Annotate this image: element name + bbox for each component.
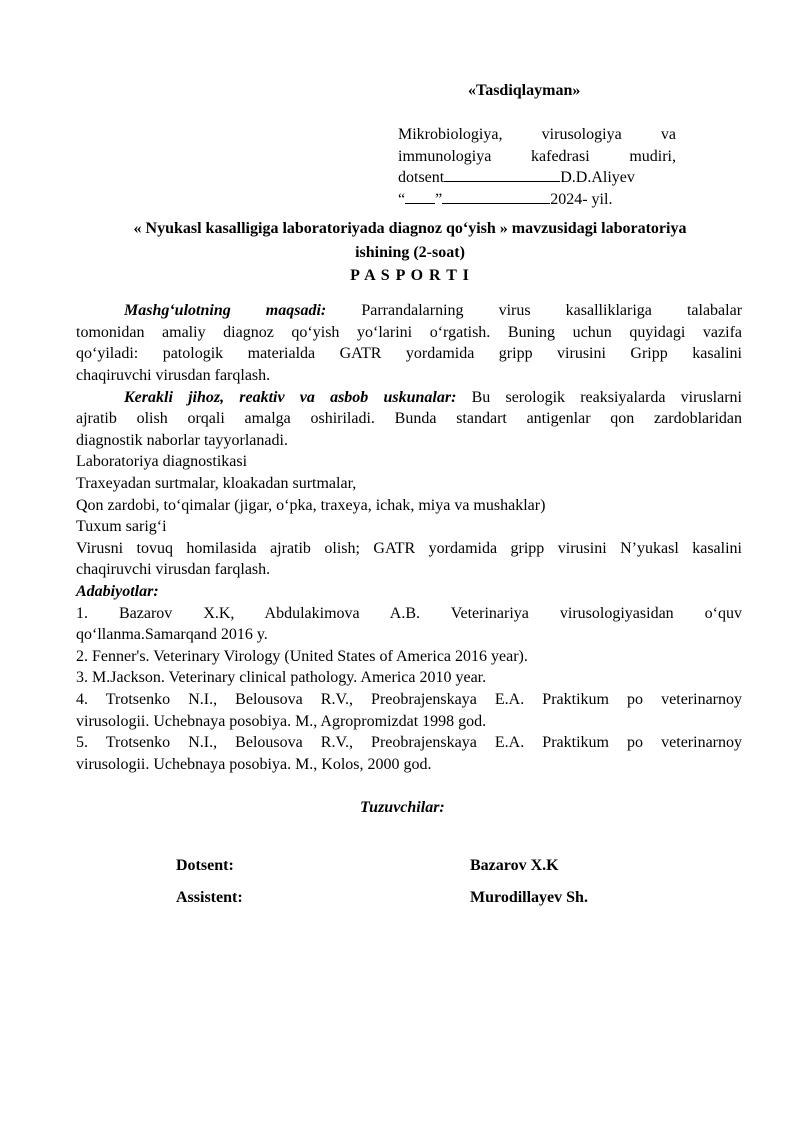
date-close-quote: ” — [435, 191, 443, 208]
approval-date-line — [398, 189, 612, 210]
reference-1b: qo‘llanma.Samarqand 2016 y. — [76, 626, 268, 643]
reference-5a: 5. Trotsenko N.I., Belousova R.V., Preobrajenskaya E.A. Praktikum po veterinarnoy — [76, 734, 742, 751]
reference-5b: virusologii. Uchebnaya posobiya. M., Kolos, 2000 god. — [76, 756, 432, 773]
heading-line-2: ishining (2-soat) — [355, 244, 465, 261]
author-role-2: Assistent: — [176, 889, 243, 906]
purpose-line-2: tomonidan amaliy diagnoz qo‘yish yo‘larini o‘rgatish. Buning uchun quyidagi vazifa — [76, 324, 742, 341]
reference-1a: 1. Bazarov X.K, Abdulakimova A.B. Veterinariya virusologiyasidan o‘quv — [76, 605, 742, 622]
author-name-2: Murodillayev Sh. — [470, 889, 588, 906]
equipment-line-3: diagnostik naborlar tayyorlanadi. — [76, 432, 288, 449]
date-year: 2024- yil. — [550, 191, 613, 208]
authors-title: Tuzuvchilar: — [360, 799, 445, 816]
purpose-line-3: qo‘yiladi: patologik materialda GATR yordamida gripp virusini Gripp kasalini — [76, 345, 742, 362]
equipment-line-1 — [124, 387, 742, 408]
equipment-text-1: Bu serologik reaksiyalarda viruslarni — [471, 389, 742, 406]
author-name-1: Bazarov X.K — [470, 857, 559, 874]
diagnostics-line-2: Traxeyadan surtmalar, kloakadan surtmalar, — [76, 475, 357, 492]
approval-line-2: immunologiya kafedrasi mudiri, — [398, 148, 676, 165]
date-open-quote: “ — [398, 191, 406, 208]
reference-3: 3. M.Jackson. Veterinary clinical pathology. America 2010 year. — [76, 669, 487, 686]
equipment-line-2: ajratib olish orqali amalga oshiriladi. Bunda standart antigenlar qon zardoblaridan — [76, 410, 742, 427]
heading-line-1: « Nyukasl kasalligiga laboratoriyada diagnoz qo‘yish » mavzusidagi laboratoriya — [133, 220, 687, 237]
purpose-line-1 — [124, 300, 742, 321]
equipment-label: Kerakli jihoz, reaktiv va asbob uskunalar: — [124, 389, 457, 406]
signature-prefix: dotsent — [398, 169, 445, 186]
references-title: Adabiyotlar: — [76, 583, 159, 600]
signature-name: D.D.Aliyev — [560, 169, 635, 186]
approval-title: «Tasdiqlayman» — [468, 82, 581, 99]
signature-blank — [444, 167, 560, 182]
author-role-1: Dotsent: — [176, 857, 234, 874]
reference-4a: 4. Trotsenko N.I., Belousova R.V., Preobrajenskaya E.A. Praktikum po veterinarnoy — [76, 691, 742, 708]
approval-line-1: Mikrobiologiya, virusologiya va — [398, 126, 676, 143]
diagnostics-line-6: chaqiruvchi virusdan farqlash. — [76, 561, 271, 578]
diagnostics-line-3: Qon zardobi, to‘qimalar (jigar, o‘pka, traxeya, ichak, miya va mushaklar) — [76, 497, 546, 514]
date-month-blank — [442, 189, 550, 204]
diagnostics-line-1: Laboratoriya diagnostikasi — [76, 453, 248, 470]
approval-signature-line — [398, 167, 635, 188]
reference-2: 2. Fenner's. Veterinary Virology (United States of America 2016 year). — [76, 648, 528, 665]
purpose-label: Mashg‘ulotning maqsadi: — [124, 302, 327, 319]
purpose-line-4: chaqiruvchi virusdan farqlash. — [76, 367, 271, 384]
heading-pasporti: P A S P O R T I — [350, 267, 470, 284]
purpose-text-1: Parrandalarning virus kasalliklariga talabalar — [361, 302, 743, 319]
date-day-blank — [405, 189, 435, 204]
diagnostics-line-5: Virusni tovuq homilasida ajratib olish; GATR yordamida gripp virusini N’yukasl kasalini — [76, 540, 742, 557]
reference-4b: virusologii. Uchebnaya posobiya. M., Agropromizdat 1998 god. — [76, 713, 487, 730]
diagnostics-line-4: Tuxum sarig‘i — [76, 518, 167, 535]
